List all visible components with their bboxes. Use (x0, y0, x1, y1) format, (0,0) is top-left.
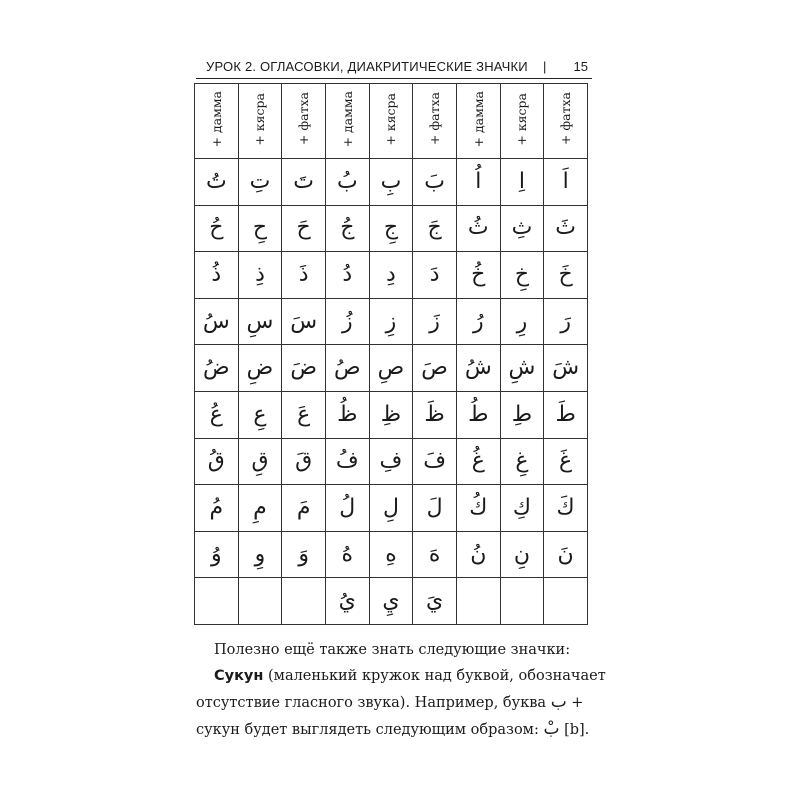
table-row (195, 391, 588, 438)
sukun-definition: (маленький кружок над буквой, обозначает (263, 668, 606, 684)
column-header (456, 84, 500, 159)
arabic-syllable: خِ (514, 261, 530, 287)
vowel-table (194, 83, 588, 625)
arabic-syllable: نُ (470, 541, 487, 567)
table-cell (369, 205, 413, 252)
arabic-syllable: غِ (515, 448, 529, 474)
table-cell (195, 391, 239, 438)
table-cell (325, 578, 369, 625)
arabic-syllable: يَ (425, 588, 444, 614)
table-cell (282, 438, 326, 485)
table-cell (369, 438, 413, 485)
table-cell (282, 391, 326, 438)
arabic-syllable: ضُ (203, 355, 230, 381)
column-label: + дамма (470, 90, 486, 148)
column-header (282, 84, 326, 159)
table-cell (413, 578, 457, 625)
arabic-syllable: قِ (251, 448, 269, 474)
table-cell (238, 391, 282, 438)
arabic-syllable: لِ (382, 494, 399, 520)
arabic-syllable: عُ (209, 401, 223, 427)
arabic-syllable: قَ (295, 448, 313, 474)
table-cell (325, 159, 369, 206)
table-cell (325, 531, 369, 578)
column-header (195, 84, 239, 159)
table-cell (238, 298, 282, 345)
arabic-syllable: شِ (508, 355, 536, 381)
arabic-syllable: حَ (296, 215, 311, 241)
table-cell (282, 531, 326, 578)
arabic-syllable: ضِ (246, 355, 274, 381)
table-cell (282, 205, 326, 252)
arabic-syllable: جَ (427, 215, 442, 241)
arabic-syllable: ذَ (298, 261, 309, 287)
table-cell (544, 438, 588, 485)
table-cell (195, 345, 239, 392)
arabic-syllable: عِ (253, 401, 267, 427)
table-cell (544, 159, 588, 206)
arabic-syllable: حِ (252, 215, 268, 241)
arabic-syllable: يِ (382, 588, 400, 614)
column-header (544, 84, 588, 159)
table-header-row (195, 84, 588, 159)
table-cell (325, 391, 369, 438)
table-cell (413, 345, 457, 392)
table-cell (369, 345, 413, 392)
table-cell (282, 252, 326, 299)
arabic-syllable: ظَ (424, 401, 445, 427)
table-row (195, 531, 588, 578)
table-cell (544, 205, 588, 252)
arabic-syllable: دِ (386, 261, 396, 287)
arabic-syllable: وُ (211, 541, 222, 567)
arabic-syllable: ظِ (380, 401, 402, 427)
table-cell (544, 485, 588, 532)
table-cell (195, 252, 239, 299)
arabic-syllable: خَ (558, 261, 573, 287)
table-cell (369, 531, 413, 578)
table-cell (369, 391, 413, 438)
result-text: сукун будет выглядеть следующим образом: (196, 722, 544, 738)
table-cell (544, 578, 588, 625)
table-cell (413, 252, 457, 299)
arabic-syllable: فُ (335, 448, 359, 474)
table-cell (195, 438, 239, 485)
table-cell (282, 298, 326, 345)
transliteration: [b]. (559, 722, 590, 738)
table-cell (456, 485, 500, 532)
arabic-syllable: صُ (333, 355, 361, 381)
table-cell (413, 438, 457, 485)
table-cell (325, 205, 369, 252)
table-cell (500, 391, 544, 438)
table-cell (456, 391, 500, 438)
arabic-syllable: رِ (516, 308, 528, 334)
arabic-syllable: كَ (556, 494, 575, 520)
arabic-syllable: بِ (380, 168, 402, 194)
column-label: + дамма (339, 90, 355, 148)
arabic-syllable: ثُ (467, 215, 489, 241)
column-label: + фатха (427, 92, 443, 146)
arabic-syllable: كُ (469, 494, 488, 520)
arabic-syllable: مَ (296, 494, 311, 520)
arabic-syllable: لُ (339, 494, 356, 520)
intro-text: Полезно ещё также знать следующие значки: (214, 642, 571, 658)
running-header (196, 58, 592, 79)
table-cell (456, 298, 500, 345)
arabic-syllable: لَ (426, 494, 443, 520)
column-label: + фатха (558, 92, 574, 146)
arabic-syllable: هِ (385, 541, 397, 567)
table-cell (238, 531, 282, 578)
table-cell (500, 252, 544, 299)
arabic-syllable: اَ (562, 168, 569, 194)
table-cell (500, 345, 544, 392)
arabic-syllable: خُ (471, 261, 486, 287)
arabic-syllable: زَ (429, 308, 440, 334)
arabic-syllable: يُ (338, 588, 356, 614)
table-cell (195, 578, 239, 625)
arabic-syllable: ذُ (211, 261, 222, 287)
column-label: + кясра (514, 92, 530, 146)
chapter-title: УРОК 2. ОГЛАСОВКИ, ДИАКРИТИЧЕСКИЕ ЗНАЧКИ (206, 59, 528, 74)
table-cell (500, 159, 544, 206)
table-cell (195, 205, 239, 252)
arabic-syllable: كِ (512, 494, 531, 520)
arabic-syllable: جِ (383, 215, 399, 241)
arabic-syllable: طِ (511, 401, 533, 427)
table-cell (456, 252, 500, 299)
table-cell (325, 252, 369, 299)
arabic-syllable: ثَ (555, 215, 576, 241)
table-cell (369, 485, 413, 532)
arabic-syllable: حُ (209, 215, 224, 241)
table-cell (544, 252, 588, 299)
table-cell (456, 205, 500, 252)
table-row (195, 298, 588, 345)
intro-paragraph (196, 637, 592, 663)
table-row (195, 578, 588, 625)
table-cell (369, 578, 413, 625)
table-row (195, 485, 588, 532)
table-cell (456, 345, 500, 392)
table-cell (544, 345, 588, 392)
table-cell (500, 531, 544, 578)
arabic-syllable: صِ (377, 355, 405, 381)
table-cell (325, 345, 369, 392)
arabic-syllable: تَ (293, 168, 314, 194)
arabic-syllable: دُ (342, 261, 353, 287)
table-cell (195, 485, 239, 532)
arabic-syllable: شُ (464, 355, 492, 381)
arabic-syllable: زِ (385, 308, 397, 334)
table-cell (238, 578, 282, 625)
table-cell (544, 531, 588, 578)
arabic-syllable: اُ (475, 168, 482, 194)
table-cell (456, 438, 500, 485)
table-cell (456, 159, 500, 206)
table-cell (544, 298, 588, 345)
example-letter-sukun: بْ (543, 719, 560, 739)
table-cell (238, 485, 282, 532)
page-number: 15 (573, 59, 588, 74)
table-cell (325, 485, 369, 532)
header-separator: | (543, 59, 547, 74)
sukun-term: Сукун (214, 668, 264, 684)
arabic-syllable: بُ (336, 168, 358, 194)
column-header (369, 84, 413, 159)
arabic-syllable: طُ (468, 401, 489, 427)
arabic-syllable: فَ (423, 448, 447, 474)
table-row (195, 205, 588, 252)
table-cell (238, 345, 282, 392)
table-cell (282, 159, 326, 206)
arabic-syllable: شَ (552, 355, 580, 381)
column-header (238, 84, 282, 159)
sukun-line-3 (196, 716, 592, 743)
arabic-syllable: سَ (290, 308, 318, 334)
column-label: + фатха (296, 92, 312, 146)
arabic-syllable: مِ (253, 494, 267, 520)
table-cell (282, 485, 326, 532)
table-cell (413, 298, 457, 345)
table-cell (500, 485, 544, 532)
arabic-syllable: غَ (559, 448, 573, 474)
table-cell (238, 438, 282, 485)
table-cell (238, 159, 282, 206)
column-label: + кясра (252, 92, 268, 146)
table-cell (282, 578, 326, 625)
table-row (195, 345, 588, 392)
arabic-syllable: جُ (340, 215, 355, 241)
arabic-syllable: وِ (254, 541, 266, 567)
table-cell (544, 391, 588, 438)
column-label: + дамма (208, 90, 224, 148)
column-label: + кясра (383, 92, 399, 146)
arabic-syllable: رَ (560, 308, 571, 334)
arabic-syllable: ثِ (511, 215, 533, 241)
arabic-syllable: ظُ (337, 401, 358, 427)
arabic-syllable: تُ (205, 168, 227, 194)
table-cell (413, 485, 457, 532)
arabic-syllable: زُ (341, 308, 353, 334)
arabic-syllable: رُ (472, 308, 484, 334)
table-row (195, 252, 588, 299)
arabic-syllable: قُ (207, 448, 225, 474)
sukun-line-1 (196, 663, 606, 689)
arabic-syllable: هُ (341, 541, 354, 567)
arabic-syllable: فِ (379, 448, 403, 474)
table-cell (369, 159, 413, 206)
arabic-syllable: عَ (297, 401, 311, 427)
table-cell (500, 298, 544, 345)
table-cell (413, 159, 457, 206)
table-cell (238, 252, 282, 299)
table-cell (413, 531, 457, 578)
arabic-syllable: ضَ (290, 355, 317, 381)
arabic-syllable: سُ (202, 308, 230, 334)
table-cell (456, 578, 500, 625)
arabic-syllable: نِ (513, 541, 530, 567)
arabic-syllable: مُ (209, 494, 224, 520)
plus-sign: + (566, 695, 584, 711)
sukun-paragraph (196, 663, 606, 743)
arabic-syllable: بَ (424, 168, 445, 194)
arabic-syllable: وَ (298, 541, 309, 567)
table-cell (325, 298, 369, 345)
table-cell (195, 159, 239, 206)
table-row (195, 438, 588, 485)
table-cell (413, 391, 457, 438)
column-header (500, 84, 544, 159)
table-cell (282, 345, 326, 392)
arabic-syllable: تِ (249, 168, 271, 194)
arabic-syllable: غُ (471, 448, 485, 474)
column-header (325, 84, 369, 159)
arabic-syllable: نَ (557, 541, 574, 567)
table-cell (195, 298, 239, 345)
table-cell (500, 205, 544, 252)
table-cell (369, 298, 413, 345)
table-cell (500, 578, 544, 625)
example-letter: ب (550, 692, 567, 712)
arabic-syllable: دَ (429, 261, 440, 287)
table-cell (456, 531, 500, 578)
table-cell (325, 438, 369, 485)
arabic-syllable: اِ (518, 168, 525, 194)
column-header (413, 84, 457, 159)
arabic-syllable: طَ (555, 401, 576, 427)
table-cell (413, 205, 457, 252)
table-cell (369, 252, 413, 299)
arabic-syllable: هَ (428, 541, 441, 567)
sukun-line-2 (196, 689, 592, 716)
example-text: отсутствие гласного звука). Например, буква (196, 695, 551, 711)
table-row (195, 159, 588, 206)
arabic-syllable: سِ (246, 308, 274, 334)
table-cell (195, 531, 239, 578)
table-cell (238, 205, 282, 252)
table-cell (500, 438, 544, 485)
arabic-syllable: ذِ (255, 261, 265, 287)
table-body (195, 159, 588, 625)
arabic-syllable: صَ (421, 355, 448, 381)
